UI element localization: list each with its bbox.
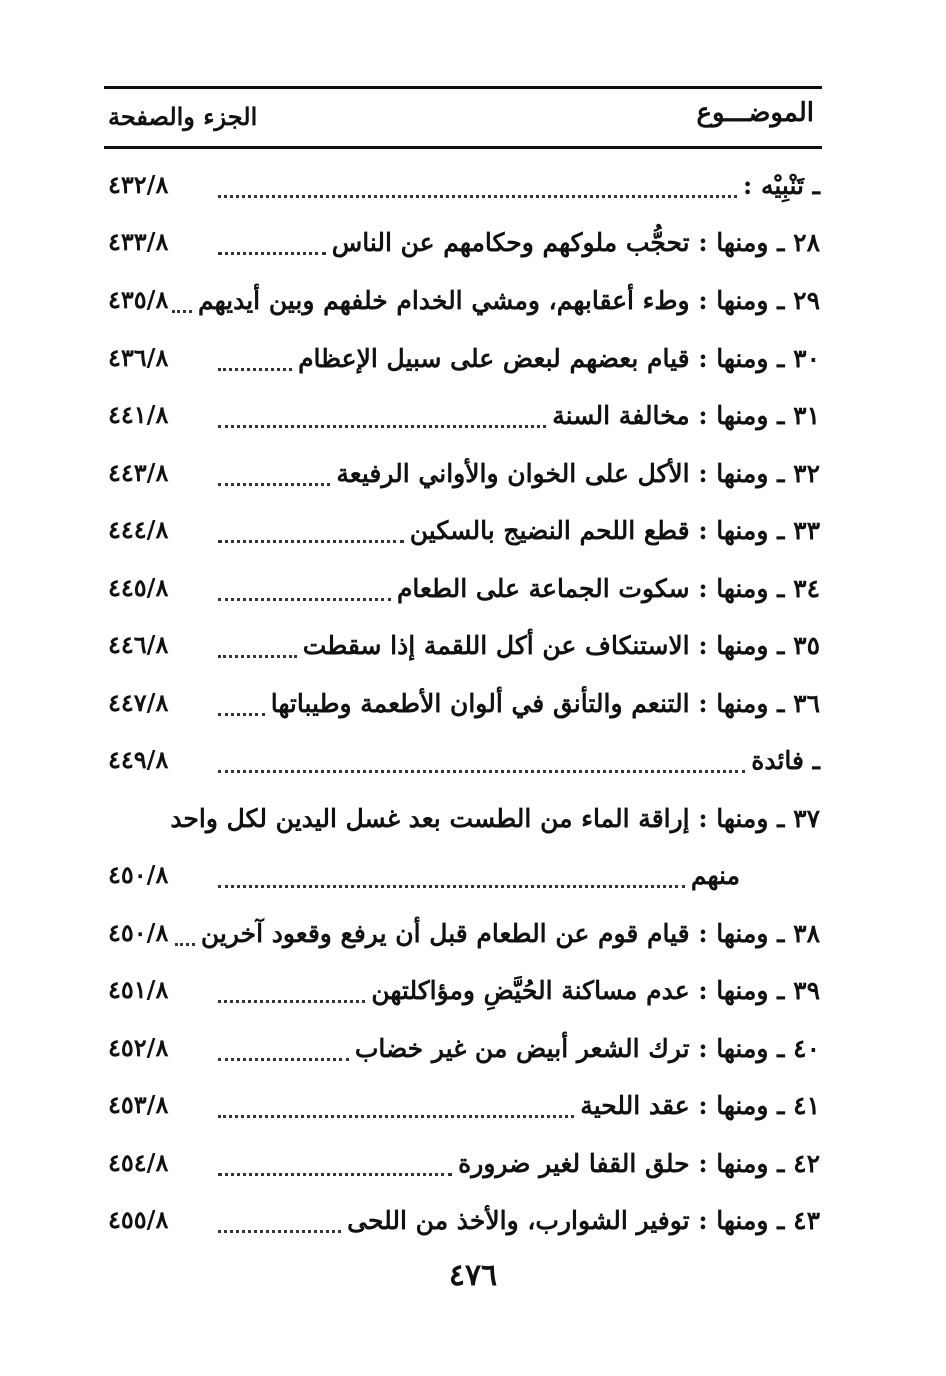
toc-page-ref: ٤٤٩/٨	[108, 745, 169, 774]
leader-dots	[218, 1173, 452, 1176]
leader-dots	[218, 425, 546, 428]
leader-dots	[218, 1058, 349, 1061]
leader-dots	[175, 943, 195, 946]
leader-dots	[218, 1000, 365, 1003]
toc-entry	[108, 1086, 820, 1126]
toc-entry	[108, 914, 820, 954]
leader-dots	[218, 252, 326, 255]
toc-entry-continuation	[108, 856, 820, 896]
toc-entry-title: ٤٠ ـ ومنها : ترك الشعر أبيض من غير خضاب	[354, 1034, 820, 1063]
toc-entry	[108, 339, 820, 379]
leader-dots	[218, 655, 297, 658]
leader-dots	[172, 310, 192, 313]
leader-dots	[218, 770, 745, 773]
toc-page-ref: ٤٣٥/٨	[108, 285, 169, 314]
toc-entry-title: ٤١ ـ ومنها : عقد اللحية	[580, 1091, 820, 1120]
toc-page-ref: ٤٥٤/٨	[108, 1148, 169, 1177]
leader-dots	[218, 598, 391, 601]
leader-dots	[218, 540, 404, 543]
toc-entry	[108, 569, 820, 609]
toc-entry-title: ٣٢ ـ ومنها : الأكل على الخوان والأواني الرفيعة	[336, 459, 820, 488]
toc-entry-title: ٤٣ ـ ومنها : توفير الشوارب، والأخذ من اللحى	[347, 1206, 820, 1235]
toc-entry-title: ٣٩ ـ ومنها : عدم مساكنة الحُيَّضِ ومؤاكلتهن	[371, 976, 820, 1005]
toc-entry	[108, 741, 820, 781]
page-number: ٤٧٦	[448, 1258, 498, 1293]
toc-entry	[108, 281, 820, 321]
toc-entry-title: منهم	[690, 861, 740, 890]
toc-page-ref: ٤٤٤/٨	[108, 515, 169, 544]
toc-entry-title: ٣٧ ـ ومنها : إراقة الماء من الطست بعد غسل اليدين لكل واحد	[170, 804, 820, 833]
leader-dots	[218, 885, 685, 888]
toc-entry	[108, 511, 820, 551]
toc-entry	[108, 1201, 820, 1241]
toc-entry-title: ٣٥ ـ ومنها : الاستنكاف عن أكل اللقمة إذا سقطت	[302, 631, 820, 660]
toc-entry-title: ٣٨ ـ ومنها : قيام قوم عن الطعام قبل أن يرفع وقعود آخرين	[200, 919, 820, 948]
toc-entry	[108, 1144, 820, 1184]
toc-page-ref: ٤٥٠/٨	[108, 918, 169, 947]
toc-page-ref: ٤٥٣/٨	[108, 1090, 169, 1119]
toc-entry-title: ٣٠ ـ ومنها : قيام بعضهم لبعض على سبيل الإعظام	[298, 344, 820, 373]
toc-page-ref: ٤٣٢/٨	[108, 170, 169, 199]
toc-entry	[108, 799, 820, 839]
toc-page-ref: ٤٤٦/٨	[108, 630, 169, 659]
toc-entry	[108, 396, 820, 436]
leader-dots	[218, 368, 292, 371]
toc-page-ref: ٤٤٥/٨	[108, 573, 169, 602]
toc-entry	[108, 684, 820, 724]
toc-entry-title: ٣٣ ـ ومنها : قطع اللحم النضيج بالسكين	[409, 516, 820, 545]
toc-entry	[108, 166, 820, 206]
leader-dots	[218, 1115, 574, 1118]
toc-page-ref: ٤٥٥/٨	[108, 1205, 169, 1234]
toc-entry	[108, 454, 820, 494]
toc-entry-title: ٣٤ ـ ومنها : سكوت الجماعة على الطعام	[396, 574, 820, 603]
toc-entry-title: ـ تَنْبِيْه :	[743, 171, 820, 200]
toc-page-ref: ٤٥٢/٨	[108, 1033, 169, 1062]
toc-page-ref: ٤٣٣/٨	[108, 227, 169, 256]
toc-entry	[108, 223, 820, 263]
toc-page-ref: ٤٤٧/٨	[108, 688, 169, 717]
leader-dots	[218, 1230, 341, 1233]
topic-column-header: الموضـــوع	[696, 98, 814, 128]
toc-entry-title: ٢٩ ـ ومنها : وطء أعقابهم، ومشي الخدام خلفهم وبين أيديهم	[197, 286, 820, 315]
toc-entry-title: ٤٢ ـ ومنها : حلق القفا لغير ضرورة	[458, 1149, 820, 1178]
toc-page-ref: ٤٥١/٨	[108, 975, 169, 1004]
toc-entry-title: ٢٨ ـ ومنها : تحجُّب ملوكهم وحكامهم عن الناس	[331, 228, 820, 257]
page-column-header: الجزء والصفحة	[108, 102, 258, 131]
toc-entry	[108, 971, 820, 1011]
toc-page-ref: ٤٤١/٨	[108, 400, 169, 429]
toc-entry-title: ٣١ ـ ومنها : مخالفة السنة	[552, 401, 820, 430]
leader-dots	[218, 195, 737, 198]
toc-page-ref: ٤٥٠/٨	[108, 860, 169, 889]
toc-page-ref: ٤٣٦/٨	[108, 343, 169, 372]
toc-entry-title: ٣٦ ـ ومنها : التنعم والتأنق في ألوان الأطعمة وطيباتها	[270, 689, 820, 718]
leader-dots	[218, 713, 265, 716]
toc-entry	[108, 1029, 820, 1069]
leader-dots	[218, 483, 330, 486]
toc-entry-title: ـ فائدة	[751, 746, 820, 775]
toc-entry	[108, 626, 820, 666]
toc-page-ref: ٤٤٣/٨	[108, 458, 169, 487]
